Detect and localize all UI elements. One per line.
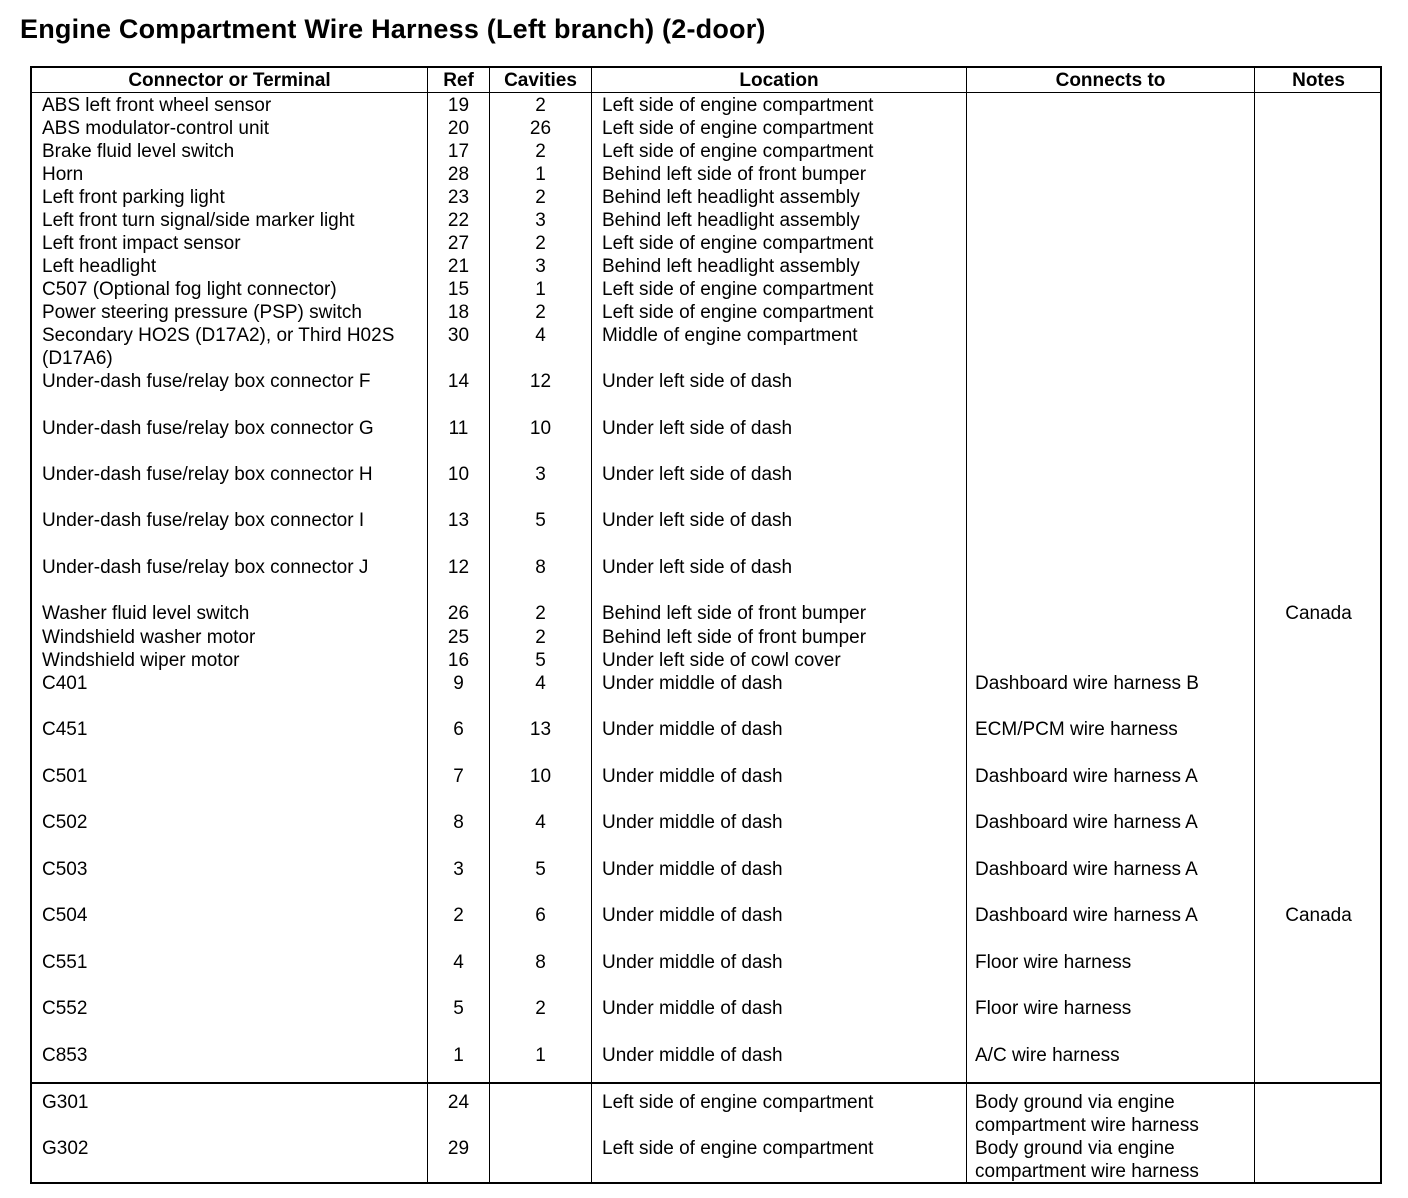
cell-connector: G301 [42, 1092, 89, 1113]
column-divider [966, 68, 967, 1182]
cell-connector: Left headlight [42, 256, 157, 277]
cell-connector: C551 [42, 952, 88, 973]
cell-ref: 24 [447, 1092, 470, 1113]
cell-location: Left side of engine compartment [602, 233, 874, 254]
cell-location: Left side of engine compartment [602, 141, 874, 162]
cell-notes: Canada [1285, 603, 1352, 624]
cell-ref: 25 [447, 627, 470, 648]
cell-connector: ABS left front wheel sensor [42, 95, 272, 116]
cell-location: Under middle of dash [602, 719, 783, 740]
ground-section-divider [32, 1082, 1380, 1084]
cell-location: Under middle of dash [602, 766, 783, 787]
cell-connects-to: Floor wire harness [975, 952, 1132, 973]
cell-ref: 23 [447, 187, 470, 208]
cell-connector: Left front parking light [42, 187, 225, 208]
cell-ref: 3 [453, 859, 464, 880]
cell-connects-to: Body ground via engine compartment wire harness [975, 1092, 1199, 1136]
harness-table [30, 66, 1382, 1184]
cell-connector: Under-dash fuse/relay box connector G [42, 418, 374, 439]
cell-connector: C507 (Optional fog light connector) [42, 279, 337, 300]
header-connector: Connector or Terminal [128, 70, 331, 91]
cell-ref: 16 [447, 650, 470, 671]
cell-location: Behind left side of front bumper [602, 603, 867, 624]
cell-cavities: 3 [535, 256, 546, 277]
cell-cavities: 2 [535, 187, 546, 208]
cell-ref: 17 [447, 141, 470, 162]
header-cavities: Cavities [504, 70, 577, 91]
cell-connects-to: Dashboard wire harness B [975, 673, 1199, 694]
cell-ref: 19 [447, 95, 470, 116]
cell-location: Under left side of cowl cover [602, 650, 841, 671]
cell-ref: 9 [453, 673, 464, 694]
cell-location: Under middle of dash [602, 859, 783, 880]
cell-connector: C502 [42, 812, 88, 833]
cell-connector: Windshield washer motor [42, 627, 256, 648]
cell-ref: 27 [447, 233, 470, 254]
cell-location: Under left side of dash [602, 510, 793, 531]
cell-connector: Under-dash fuse/relay box connector F [42, 371, 371, 392]
cell-cavities: 2 [535, 998, 546, 1019]
cell-ref: 14 [447, 371, 470, 392]
cell-connects-to: Dashboard wire harness A [975, 812, 1198, 833]
header-ref: Ref [443, 70, 474, 91]
cell-connector: C552 [42, 998, 88, 1019]
cell-cavities: 8 [535, 557, 546, 578]
cell-ref: 28 [447, 164, 470, 185]
column-divider [1254, 68, 1255, 1182]
cell-connects-to: Dashboard wire harness A [975, 859, 1198, 880]
cell-location: Left side of engine compartment [602, 118, 874, 139]
cell-cavities: 2 [535, 141, 546, 162]
cell-location: Left side of engine compartment [602, 302, 874, 323]
cell-ref: 8 [453, 812, 464, 833]
cell-ref: 7 [453, 766, 464, 787]
cell-connector: C853 [42, 1045, 88, 1066]
cell-cavities: 4 [535, 325, 546, 346]
cell-location: Under left side of dash [602, 418, 793, 439]
cell-location: Under middle of dash [602, 952, 783, 973]
cell-connector: Secondary HO2S (D17A2), or Third H02S (D17A6) [42, 325, 395, 369]
cell-ref: 18 [447, 302, 470, 323]
cell-location: Under middle of dash [602, 905, 783, 926]
cell-ref: 15 [447, 279, 470, 300]
cell-connects-to: ECM/PCM wire harness [975, 719, 1178, 740]
cell-ref: 1 [453, 1045, 464, 1066]
cell-connector: C451 [42, 719, 88, 740]
page-title: Engine Compartment Wire Harness (Left branch) (2-door) [20, 14, 766, 44]
cell-connector: Power steering pressure (PSP) switch [42, 302, 362, 323]
cell-connector: C504 [42, 905, 88, 926]
cell-location: Under middle of dash [602, 998, 783, 1019]
cell-connector: Horn [42, 164, 84, 185]
cell-cavities: 6 [535, 905, 546, 926]
cell-location: Behind left headlight assembly [602, 256, 860, 277]
cell-cavities: 1 [535, 164, 546, 185]
cell-location: Under middle of dash [602, 812, 783, 833]
cell-ref: 4 [453, 952, 464, 973]
cell-cavities: 2 [535, 95, 546, 116]
cell-cavities: 3 [535, 464, 546, 485]
cell-location: Under left side of dash [602, 464, 793, 485]
cell-location: Left side of engine compartment [602, 95, 874, 116]
cell-cavities: 26 [529, 118, 552, 139]
cell-cavities: 1 [535, 1045, 546, 1066]
cell-location: Behind left side of front bumper [602, 627, 867, 648]
cell-connects-to: Dashboard wire harness A [975, 766, 1198, 787]
cell-location: Under middle of dash [602, 673, 783, 694]
cell-cavities: 2 [535, 603, 546, 624]
cell-cavities: 10 [529, 766, 552, 787]
cell-ref: 26 [447, 603, 470, 624]
cell-location: Under left side of dash [602, 371, 793, 392]
cell-connector: ABS modulator-control unit [42, 118, 270, 139]
cell-connector: Under-dash fuse/relay box connector J [42, 557, 369, 578]
cell-connector: Brake fluid level switch [42, 141, 235, 162]
cell-connector: Windshield wiper motor [42, 650, 240, 671]
cell-ref: 2 [453, 905, 464, 926]
cell-cavities: 13 [529, 719, 552, 740]
cell-connector: C501 [42, 766, 88, 787]
header-location: Location [739, 70, 819, 91]
cell-cavities: 10 [529, 418, 552, 439]
cell-cavities: 5 [535, 510, 546, 531]
cell-connector: G302 [42, 1138, 89, 1159]
cell-location: Under middle of dash [602, 1045, 783, 1066]
cell-ref: 30 [447, 325, 470, 346]
cell-cavities: 2 [535, 627, 546, 648]
cell-cavities: 5 [535, 859, 546, 880]
cell-ref: 22 [447, 210, 470, 231]
cell-location: Left side of engine compartment [602, 1092, 874, 1113]
cell-ref: 20 [447, 118, 470, 139]
cell-cavities: 3 [535, 210, 546, 231]
cell-cavities: 4 [535, 812, 546, 833]
header-connects-to: Connects to [1055, 70, 1166, 91]
cell-cavities: 5 [535, 650, 546, 671]
cell-connector: Under-dash fuse/relay box connector I [42, 510, 365, 531]
cell-cavities: 2 [535, 302, 546, 323]
cell-cavities: 1 [535, 279, 546, 300]
column-divider [591, 68, 592, 1182]
cell-cavities: 2 [535, 233, 546, 254]
cell-location: Left side of engine compartment [602, 1138, 874, 1159]
cell-ref: 29 [447, 1138, 470, 1159]
cell-connector: Under-dash fuse/relay box connector H [42, 464, 373, 485]
cell-connects-to: Body ground via engine compartment wire harness [975, 1138, 1199, 1182]
cell-ref: 10 [447, 464, 470, 485]
cell-ref: 12 [447, 557, 470, 578]
cell-connects-to: Floor wire harness [975, 998, 1132, 1019]
cell-location: Behind left headlight assembly [602, 187, 860, 208]
cell-connector: Washer fluid level switch [42, 603, 250, 624]
cell-location: Middle of engine compartment [602, 325, 858, 346]
cell-connects-to: Dashboard wire harness A [975, 905, 1198, 926]
cell-ref: 6 [453, 719, 464, 740]
cell-notes: Canada [1285, 905, 1352, 926]
cell-connector: C401 [42, 673, 88, 694]
cell-ref: 5 [453, 998, 464, 1019]
cell-location: Behind left headlight assembly [602, 210, 860, 231]
cell-cavities: 4 [535, 673, 546, 694]
cell-location: Under left side of dash [602, 557, 793, 578]
cell-ref: 11 [448, 418, 469, 439]
cell-connector: C503 [42, 859, 88, 880]
cell-ref: 13 [447, 510, 470, 531]
cell-connects-to: A/C wire harness [975, 1045, 1120, 1066]
cell-ref: 21 [447, 256, 470, 277]
cell-connector: Left front impact sensor [42, 233, 241, 254]
header-notes: Notes [1292, 70, 1345, 91]
cell-cavities: 12 [529, 371, 552, 392]
cell-cavities: 8 [535, 952, 546, 973]
cell-location: Behind left side of front bumper [602, 164, 867, 185]
cell-connector: Left front turn signal/side marker light [42, 210, 355, 231]
cell-location: Left side of engine compartment [602, 279, 874, 300]
